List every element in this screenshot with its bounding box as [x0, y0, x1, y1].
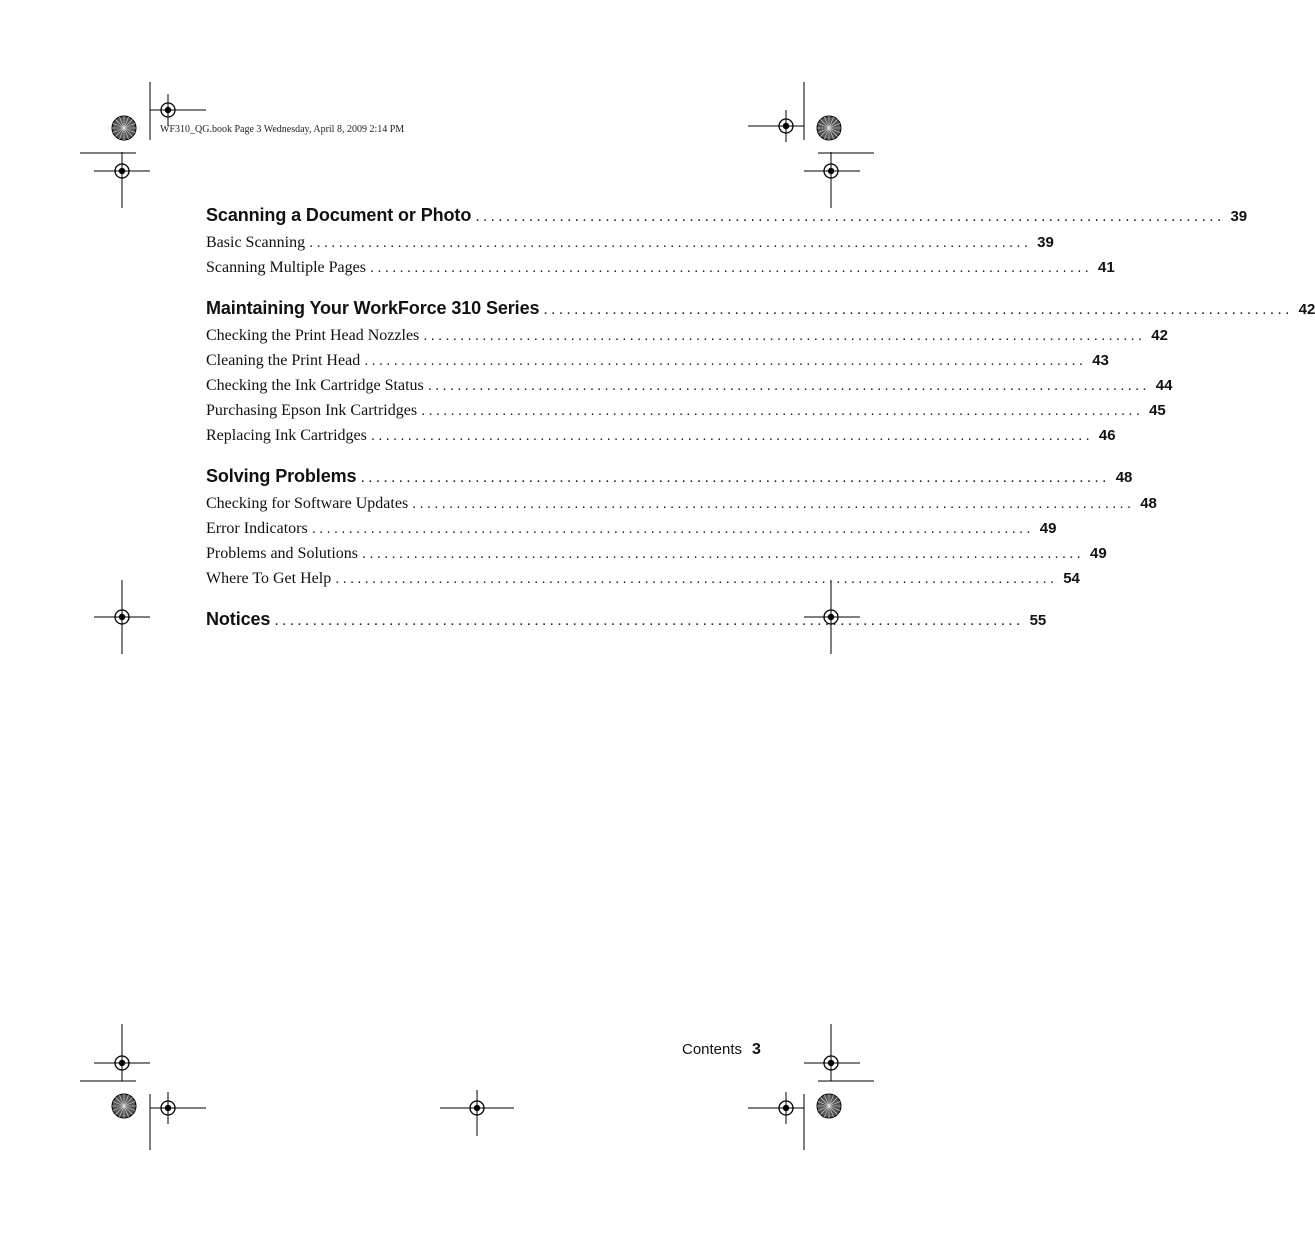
header-slug: WF310_QG.book Page 3 Wednesday, April 8, 2009 2:14 PM — [160, 124, 405, 135]
toc-entry-title: Cleaning the Print Head — [206, 352, 361, 369]
toc-page-number: 49 — [1090, 545, 1107, 562]
toc-page-number: 54 — [1063, 570, 1080, 587]
toc-heading-title: Scanning a Document or Photo — [206, 205, 472, 225]
toc-page-number: 41 — [1098, 259, 1115, 276]
toc-page-number: 42 — [1298, 301, 1315, 318]
color-target-icon — [817, 116, 841, 140]
toc-heading-title: Solving Problems — [206, 466, 357, 486]
toc-section — [206, 461, 1157, 591]
toc-heading-title: Notices — [206, 609, 271, 629]
toc-section — [206, 604, 1047, 634]
toc-page-number: 48 — [1115, 469, 1133, 486]
registration-mark-icon — [106, 155, 138, 187]
toc-heading[interactable] — [206, 200, 1248, 230]
toc-entry[interactable] — [206, 423, 1116, 448]
dot-leader: .................................................................................................. — [335, 570, 1058, 587]
registration-mark-icon — [815, 1047, 847, 1079]
registration-mark-icon — [770, 1092, 802, 1124]
registration-mark-icon — [152, 94, 184, 126]
registration-mark-icon — [461, 1092, 493, 1124]
dot-leader: .................................................................................................. — [311, 520, 1034, 537]
toc-page-number: 39 — [1230, 208, 1248, 225]
dot-leader: .................................................................................................. — [364, 352, 1087, 369]
toc-entry-title: Checking the Print Head Nozzles — [206, 327, 420, 344]
color-target-icon — [817, 1094, 841, 1118]
table-of-contents — [206, 200, 1315, 647]
toc-entry[interactable] — [206, 516, 1057, 541]
toc-page-number: 49 — [1039, 520, 1057, 537]
footer-page-number: 3 — [752, 1041, 761, 1058]
dot-leader: .................................................................................................. — [543, 301, 1293, 318]
toc-entry-title: Scanning Multiple Pages — [206, 259, 366, 276]
toc-heading[interactable] — [206, 604, 1047, 634]
page-footer — [682, 1041, 761, 1059]
toc-entry-title: Where To Get Help — [206, 570, 332, 587]
toc-entry-title: Problems and Solutions — [206, 545, 359, 562]
dot-leader: .................................................................................................. — [412, 495, 1135, 512]
registration-mark-icon — [106, 601, 138, 633]
toc-entry-title: Checking for Software Updates — [206, 495, 409, 512]
toc-page-number: 48 — [1140, 495, 1157, 512]
toc-page-number: 55 — [1029, 612, 1047, 629]
dot-leader: .................................................................................................. — [274, 612, 1024, 629]
dot-leader: .................................................................................................. — [475, 208, 1225, 225]
dot-leader: .................................................................................................. — [427, 377, 1150, 394]
toc-heading-title: Maintaining Your WorkForce 310 Series — [206, 298, 540, 318]
toc-entry[interactable] — [206, 255, 1115, 280]
toc-page-number: 44 — [1155, 377, 1173, 394]
toc-entry-title: Replacing Ink Cartridges — [206, 427, 367, 444]
dot-leader: .................................................................................................. — [370, 427, 1093, 444]
dot-leader: .................................................................................................. — [423, 327, 1146, 344]
toc-heading[interactable] — [206, 293, 1315, 323]
toc-entry-title: Error Indicators — [206, 520, 308, 537]
toc-entry-title: Checking the Ink Cartridge Status — [206, 377, 424, 394]
toc-entry[interactable] — [206, 398, 1166, 423]
toc-entry-title: Basic Scanning — [206, 234, 306, 251]
toc-heading[interactable] — [206, 461, 1133, 491]
dot-leader: .................................................................................................. — [309, 234, 1032, 251]
dot-leader: .................................................................................................. — [421, 402, 1144, 419]
toc-entry[interactable] — [206, 566, 1080, 591]
toc-page-number: 42 — [1151, 327, 1168, 344]
toc-page-number: 39 — [1037, 234, 1054, 251]
toc-entry-title: Purchasing Epson Ink Cartridges — [206, 402, 418, 419]
toc-section — [206, 200, 1248, 280]
registration-mark-icon — [770, 110, 802, 142]
toc-entry[interactable] — [206, 348, 1109, 373]
dot-leader: .................................................................................................. — [369, 259, 1092, 276]
toc-entry[interactable] — [206, 323, 1168, 348]
toc-page-number: 46 — [1098, 427, 1116, 444]
toc-entry[interactable] — [206, 230, 1054, 255]
toc-entry[interactable] — [206, 541, 1107, 566]
color-target-icon — [112, 1094, 136, 1118]
footer-label: Contents — [682, 1041, 743, 1058]
toc-page-number: 45 — [1149, 402, 1166, 419]
toc-section — [206, 293, 1315, 448]
toc-page-number: 43 — [1092, 352, 1109, 369]
toc-entry[interactable] — [206, 373, 1173, 398]
dot-leader: .................................................................................................. — [362, 545, 1085, 562]
registration-mark-icon — [815, 155, 847, 187]
toc-entry[interactable] — [206, 491, 1157, 516]
dot-leader: .................................................................................................. — [360, 469, 1110, 486]
registration-mark-icon — [152, 1092, 184, 1124]
color-target-icon — [112, 116, 136, 140]
registration-mark-icon — [106, 1047, 138, 1079]
